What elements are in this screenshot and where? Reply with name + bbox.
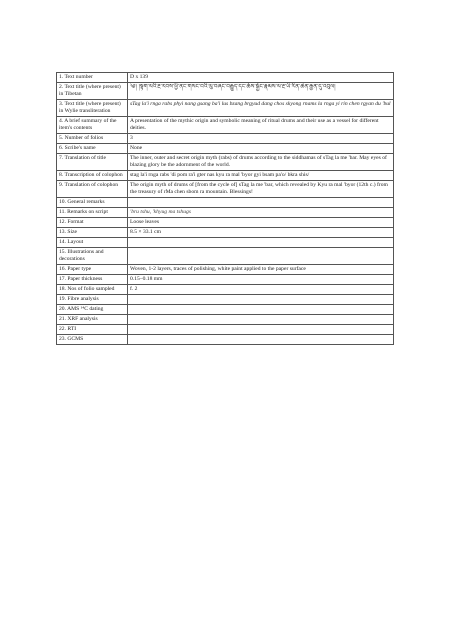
row-value: A presentation of the mythic origin and symbolic meaning of ritual drums and their use as a vessel for different deities. bbox=[128, 116, 394, 133]
row-label: 16. Paper type bbox=[57, 264, 128, 274]
row-label: 13. Size bbox=[57, 227, 128, 237]
row-value bbox=[128, 197, 394, 207]
row-label: 2. Text title (where present) in Tibetan bbox=[57, 82, 128, 99]
row-value: None bbox=[128, 143, 394, 153]
table-row bbox=[57, 324, 394, 334]
table-row bbox=[57, 217, 394, 227]
row-value: 0.15–0.18 mm bbox=[128, 274, 394, 284]
row-value: 3 bbox=[128, 133, 394, 143]
table-row bbox=[57, 237, 394, 247]
table-row bbox=[57, 304, 394, 314]
row-label: 1. Text number bbox=[57, 73, 128, 83]
row-label: 15. Illustrations and decorations bbox=[57, 247, 128, 264]
row-value bbox=[128, 304, 394, 314]
table-row bbox=[57, 294, 394, 304]
row-label: 12. Format bbox=[57, 217, 128, 227]
table-row bbox=[57, 180, 394, 197]
row-label: 5. Number of folios bbox=[57, 133, 128, 143]
row-label: 17. Paper thickness bbox=[57, 274, 128, 284]
row-value: ༄། །སྟག་ལའི་རྔ་རབས་ཕྱི་ནང་གསང་བའི་ལུ་བཞང་བརྒྱུད་དང་ཆོས་སྐྱོང་རྣམས་ལ་རྔ་ཡི་རིན་ཆེན་རྒྱན་དུ་འབུལ། bbox=[128, 82, 394, 99]
table-row bbox=[57, 314, 394, 324]
row-value bbox=[128, 334, 394, 344]
row-label: 6. Scribe's name bbox=[57, 143, 128, 153]
row-value: Woven, 1-2 layers, traces of polishing, white paint applied to the paper surface bbox=[128, 264, 394, 274]
row-label: 4. A brief summary of the item's contents bbox=[57, 116, 128, 133]
row-value: The inner, outer and secret origin myth (rabs) of drums according to the siddhamas of sTag la me 'bar. May eyes of blazing glory be the adornment of the world. bbox=[128, 153, 394, 170]
table-row bbox=[57, 82, 394, 99]
row-value bbox=[128, 294, 394, 304]
row-value: 'bru tshu, 'khyug ma tshugs bbox=[128, 207, 394, 217]
table-row bbox=[57, 334, 394, 344]
table-row bbox=[57, 247, 394, 264]
table-row bbox=[57, 153, 394, 170]
row-value: D x 139 bbox=[128, 73, 394, 83]
table-row bbox=[57, 284, 394, 294]
row-label: 18. Nos of folio sampled bbox=[57, 284, 128, 294]
table-row bbox=[57, 116, 394, 133]
row-label: 14. Layout bbox=[57, 237, 128, 247]
row-value bbox=[128, 247, 394, 264]
row-label: 21. XRF analysis bbox=[57, 314, 128, 324]
table-row bbox=[57, 274, 394, 284]
row-label: 7. Translation of title bbox=[57, 153, 128, 170]
row-value: Loose leaves bbox=[128, 217, 394, 227]
row-label: 10. General remarks bbox=[57, 197, 128, 207]
row-value: sTag la'i rnga rabs phyi nang gsang ba'i lus bzang brgyud dang chos skyong rnams la rnga yi rin chen rgyan du 'bul bbox=[128, 99, 394, 116]
row-value bbox=[128, 324, 394, 334]
table-row bbox=[57, 143, 394, 153]
table-row bbox=[57, 264, 394, 274]
table-row bbox=[57, 207, 394, 217]
row-label: 19. Fibre analysis bbox=[57, 294, 128, 304]
table-row bbox=[57, 197, 394, 207]
row-label: 8. Transcription of colophon bbox=[57, 170, 128, 180]
row-label: 22. RTI bbox=[57, 324, 128, 334]
row-label: 23. GCMS bbox=[57, 334, 128, 344]
row-label: 20. AMS ¹⁴C dating bbox=[57, 304, 128, 314]
table-row bbox=[57, 99, 394, 116]
table-row bbox=[57, 170, 394, 180]
row-value bbox=[128, 237, 394, 247]
row-value: f. 2 bbox=[128, 284, 394, 294]
metadata-table bbox=[56, 72, 394, 345]
table-row bbox=[57, 133, 394, 143]
row-label: 11. Remarks on script bbox=[57, 207, 128, 217]
row-label: 9. Translation of colophon bbox=[57, 180, 128, 197]
row-value: 8.5 × 33.1 cm bbox=[128, 227, 394, 237]
row-value: stag la'i rnga rabs 'di pom ra'i gter nas kyu ra mal 'byor gyi bsam pa'o/ bkra shis/ bbox=[128, 170, 394, 180]
row-value: The origin myth of drums of [from the cycle of] sTag la me 'bar, which revealed by Kyu ra mal 'byor (12th c.) from the treasury of rMa chen sbom ra mountain. Blessings! bbox=[128, 180, 394, 197]
table-row bbox=[57, 73, 394, 83]
table-row bbox=[57, 227, 394, 237]
row-label: 3. Text title (where present) in Wylie transliteration bbox=[57, 99, 128, 116]
row-value bbox=[128, 314, 394, 324]
